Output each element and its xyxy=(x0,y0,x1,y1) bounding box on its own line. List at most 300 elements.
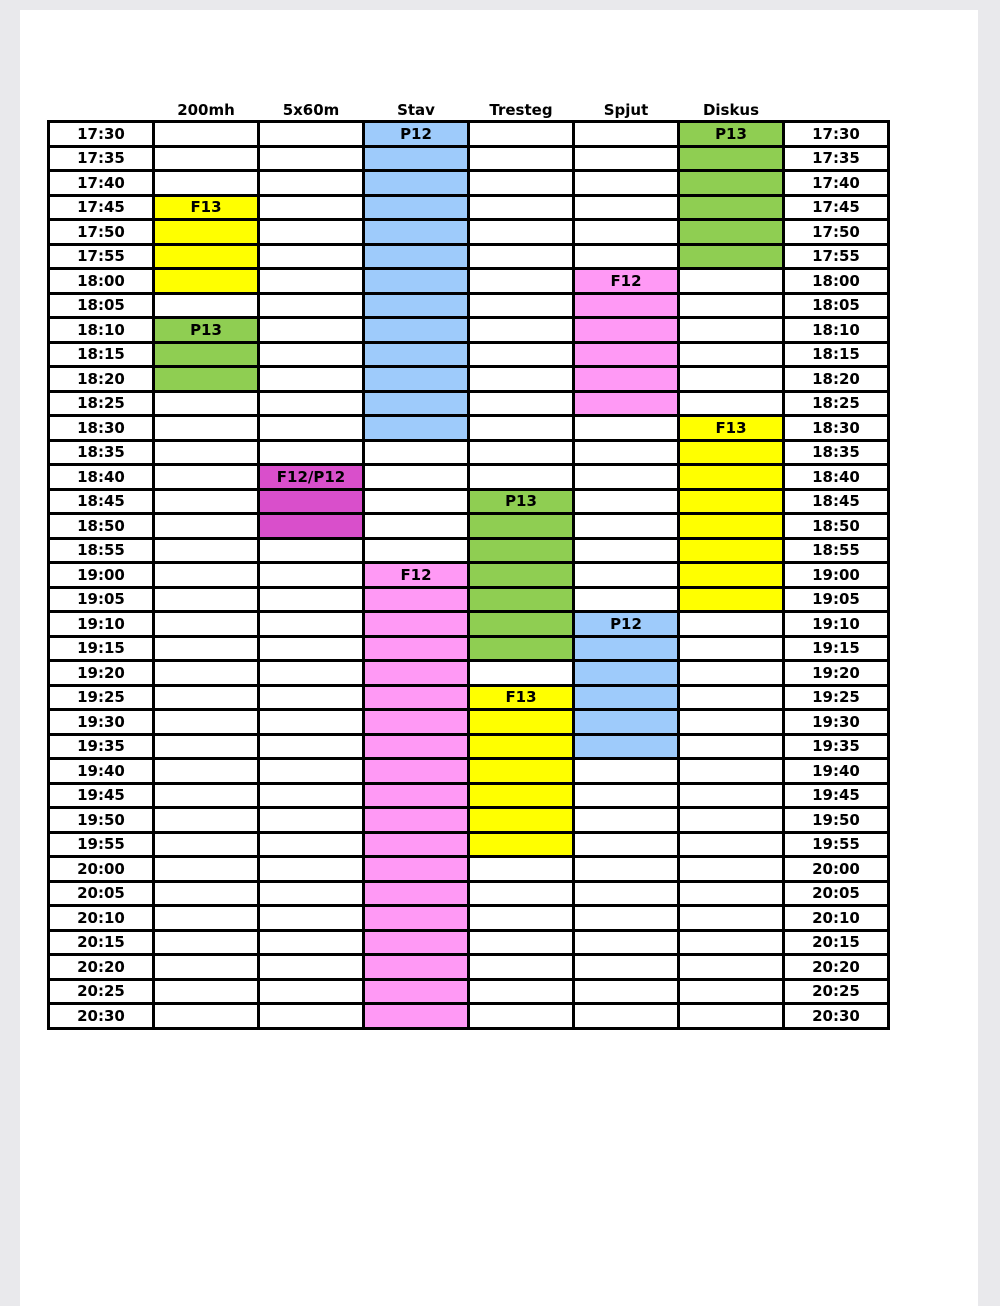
time-cell-left: 17:55 xyxy=(49,244,154,269)
time-cell-left: 20:25 xyxy=(49,979,154,1004)
slot-200mh xyxy=(154,734,259,759)
slot-diskus xyxy=(679,734,784,759)
slot-spjut xyxy=(574,293,679,318)
slot-diskus xyxy=(679,269,784,294)
slot-tresteg xyxy=(469,979,574,1004)
slot-5x60m xyxy=(259,122,364,147)
slot-tresteg xyxy=(469,832,574,857)
slot-spjut xyxy=(574,881,679,906)
slot-tresteg xyxy=(469,244,574,269)
slot-spjut xyxy=(574,195,679,220)
slot-stav xyxy=(364,342,469,367)
block-label-stav: F12 xyxy=(364,563,469,588)
slot-diskus xyxy=(679,857,784,882)
slot-tresteg xyxy=(469,146,574,171)
table-row xyxy=(49,244,889,269)
slot-stav xyxy=(364,146,469,171)
slot-200mh xyxy=(154,881,259,906)
slot-stav xyxy=(364,269,469,294)
slot-5x60m xyxy=(259,171,364,196)
slot-spjut xyxy=(574,636,679,661)
time-cell-right: 18:05 xyxy=(784,293,889,318)
header-spjut: Spjut xyxy=(603,101,649,119)
slot-spjut xyxy=(574,661,679,686)
slot-spjut xyxy=(574,538,679,563)
slot-5x60m xyxy=(259,587,364,612)
time-cell-right: 20:10 xyxy=(784,906,889,931)
table-row xyxy=(49,783,889,808)
slot-diskus xyxy=(679,685,784,710)
time-cell-left: 20:05 xyxy=(49,881,154,906)
time-cell-left: 18:20 xyxy=(49,367,154,392)
time-cell-right: 17:55 xyxy=(784,244,889,269)
time-cell-right: 20:05 xyxy=(784,881,889,906)
table-row xyxy=(49,122,889,147)
time-cell-right: 19:15 xyxy=(784,636,889,661)
slot-stav xyxy=(364,906,469,931)
table-row xyxy=(49,220,889,245)
slot-diskus xyxy=(679,636,784,661)
slot-diskus xyxy=(679,391,784,416)
slot-stav xyxy=(364,930,469,955)
time-cell-left: 17:50 xyxy=(49,220,154,245)
slot-tresteg xyxy=(469,367,574,392)
slot-spjut xyxy=(574,783,679,808)
time-cell-right: 18:55 xyxy=(784,538,889,563)
slot-diskus xyxy=(679,465,784,490)
slot-5x60m xyxy=(259,269,364,294)
table-row xyxy=(49,514,889,539)
block-label-200mh: F13 xyxy=(154,195,259,220)
slot-5x60m xyxy=(259,146,364,171)
table-row xyxy=(49,416,889,441)
slot-5x60m xyxy=(259,416,364,441)
slot-5x60m xyxy=(259,514,364,539)
time-cell-left: 18:45 xyxy=(49,489,154,514)
time-cell-left: 20:30 xyxy=(49,1004,154,1029)
slot-5x60m xyxy=(259,563,364,588)
slot-tresteg xyxy=(469,465,574,490)
slot-200mh xyxy=(154,514,259,539)
time-cell-left: 19:30 xyxy=(49,710,154,735)
slot-200mh xyxy=(154,367,259,392)
slot-200mh xyxy=(154,979,259,1004)
slot-5x60m xyxy=(259,244,364,269)
time-cell-left: 18:05 xyxy=(49,293,154,318)
time-cell-right: 18:40 xyxy=(784,465,889,490)
time-cell-right: 18:00 xyxy=(784,269,889,294)
slot-spjut xyxy=(574,342,679,367)
slot-200mh xyxy=(154,685,259,710)
table-row xyxy=(49,367,889,392)
time-cell-right: 19:50 xyxy=(784,808,889,833)
slot-diskus xyxy=(679,808,784,833)
table-row xyxy=(49,832,889,857)
slot-200mh xyxy=(154,440,259,465)
slot-stav xyxy=(364,685,469,710)
slot-tresteg xyxy=(469,514,574,539)
slot-5x60m xyxy=(259,808,364,833)
slot-spjut xyxy=(574,146,679,171)
time-cell-right: 17:40 xyxy=(784,171,889,196)
slot-tresteg xyxy=(469,906,574,931)
slot-stav xyxy=(364,857,469,882)
time-cell-left: 20:20 xyxy=(49,955,154,980)
slot-200mh xyxy=(154,1004,259,1029)
slot-diskus xyxy=(679,367,784,392)
table-row xyxy=(49,391,889,416)
slot-tresteg xyxy=(469,734,574,759)
slot-stav xyxy=(364,318,469,343)
slot-spjut xyxy=(574,808,679,833)
slot-stav xyxy=(364,195,469,220)
time-cell-left: 17:45 xyxy=(49,195,154,220)
time-cell-right: 19:35 xyxy=(784,734,889,759)
table-row xyxy=(49,587,889,612)
slot-5x60m xyxy=(259,930,364,955)
slot-200mh xyxy=(154,342,259,367)
slot-tresteg xyxy=(469,171,574,196)
time-cell-left: 18:30 xyxy=(49,416,154,441)
slot-5x60m xyxy=(259,734,364,759)
time-cell-right: 18:30 xyxy=(784,416,889,441)
slot-200mh xyxy=(154,146,259,171)
time-cell-left: 18:50 xyxy=(49,514,154,539)
slot-spjut xyxy=(574,367,679,392)
table-row xyxy=(49,857,889,882)
table-row xyxy=(49,759,889,784)
slot-spjut xyxy=(574,759,679,784)
table-row xyxy=(49,440,889,465)
slot-diskus xyxy=(679,661,784,686)
block-label-diskus: F13 xyxy=(679,416,784,441)
slot-tresteg xyxy=(469,587,574,612)
slot-5x60m xyxy=(259,636,364,661)
slot-spjut xyxy=(574,906,679,931)
header-time-left xyxy=(49,97,154,122)
slot-stav xyxy=(364,759,469,784)
time-cell-right: 20:20 xyxy=(784,955,889,980)
slot-stav xyxy=(364,1004,469,1029)
slot-spjut xyxy=(574,514,679,539)
block-label-tresteg: P13 xyxy=(469,489,574,514)
slot-5x60m xyxy=(259,440,364,465)
time-cell-right: 18:20 xyxy=(784,367,889,392)
slot-spjut xyxy=(574,489,679,514)
slot-spjut xyxy=(574,440,679,465)
slot-spjut xyxy=(574,734,679,759)
slot-5x60m xyxy=(259,783,364,808)
time-cell-right: 20:30 xyxy=(784,1004,889,1029)
slot-stav xyxy=(364,244,469,269)
table-row xyxy=(49,146,889,171)
slot-5x60m xyxy=(259,391,364,416)
slot-diskus xyxy=(679,906,784,931)
slot-stav xyxy=(364,587,469,612)
slot-200mh xyxy=(154,808,259,833)
slot-diskus xyxy=(679,171,784,196)
header-row xyxy=(49,97,889,122)
slot-stav xyxy=(364,391,469,416)
time-cell-left: 18:35 xyxy=(49,440,154,465)
slot-stav xyxy=(364,171,469,196)
time-cell-left: 19:15 xyxy=(49,636,154,661)
slot-tresteg xyxy=(469,416,574,441)
slot-tresteg xyxy=(469,661,574,686)
slot-stav xyxy=(364,783,469,808)
table-row xyxy=(49,269,889,294)
table-row xyxy=(49,293,889,318)
slot-5x60m xyxy=(259,318,364,343)
table-row xyxy=(49,1004,889,1029)
header-5x60m: 5x60m xyxy=(282,101,340,119)
slot-diskus xyxy=(679,955,784,980)
slot-200mh xyxy=(154,122,259,147)
time-cell-right: 17:45 xyxy=(784,195,889,220)
slot-tresteg xyxy=(469,955,574,980)
slot-diskus xyxy=(679,587,784,612)
table-row xyxy=(49,318,889,343)
slot-diskus xyxy=(679,979,784,1004)
slot-tresteg xyxy=(469,195,574,220)
time-cell-left: 18:00 xyxy=(49,269,154,294)
time-cell-right: 20:00 xyxy=(784,857,889,882)
slot-5x60m xyxy=(259,220,364,245)
slot-spjut xyxy=(574,391,679,416)
table-row xyxy=(49,661,889,686)
table-row xyxy=(49,489,889,514)
slot-200mh xyxy=(154,171,259,196)
slot-spjut xyxy=(574,244,679,269)
slot-diskus xyxy=(679,318,784,343)
slot-diskus xyxy=(679,220,784,245)
slot-spjut xyxy=(574,587,679,612)
time-cell-left: 18:55 xyxy=(49,538,154,563)
slot-diskus xyxy=(679,783,784,808)
slot-5x60m xyxy=(259,881,364,906)
slot-200mh xyxy=(154,661,259,686)
time-cell-right: 18:35 xyxy=(784,440,889,465)
slot-5x60m xyxy=(259,293,364,318)
slot-spjut xyxy=(574,416,679,441)
slot-stav xyxy=(364,612,469,637)
slot-spjut xyxy=(574,171,679,196)
time-cell-left: 19:20 xyxy=(49,661,154,686)
document-page xyxy=(20,10,978,1306)
slot-tresteg xyxy=(469,220,574,245)
time-cell-left: 17:30 xyxy=(49,122,154,147)
slot-stav xyxy=(364,832,469,857)
slot-diskus xyxy=(679,440,784,465)
table-row xyxy=(49,881,889,906)
slot-200mh xyxy=(154,783,259,808)
slot-5x60m xyxy=(259,661,364,686)
schedule-table xyxy=(47,97,890,1030)
table-row xyxy=(49,563,889,588)
table-row xyxy=(49,465,889,490)
time-cell-right: 19:00 xyxy=(784,563,889,588)
slot-spjut xyxy=(574,979,679,1004)
table-row xyxy=(49,636,889,661)
table-row xyxy=(49,538,889,563)
slot-200mh xyxy=(154,220,259,245)
time-cell-left: 17:35 xyxy=(49,146,154,171)
slot-spjut xyxy=(574,832,679,857)
slot-stav xyxy=(364,293,469,318)
time-cell-right: 19:20 xyxy=(784,661,889,686)
block-label-spjut: F12 xyxy=(574,269,679,294)
block-label-stav: P12 xyxy=(364,122,469,147)
time-cell-right: 19:55 xyxy=(784,832,889,857)
slot-diskus xyxy=(679,563,784,588)
slot-stav xyxy=(364,416,469,441)
slot-stav xyxy=(364,955,469,980)
slot-diskus xyxy=(679,538,784,563)
header-tresteg: Tresteg xyxy=(489,101,553,119)
header-stav: Stav xyxy=(397,101,435,119)
slot-200mh xyxy=(154,489,259,514)
slot-stav xyxy=(364,220,469,245)
table-row xyxy=(49,342,889,367)
slot-tresteg xyxy=(469,857,574,882)
slot-5x60m xyxy=(259,759,364,784)
slot-tresteg xyxy=(469,269,574,294)
time-cell-right: 19:25 xyxy=(784,685,889,710)
slot-tresteg xyxy=(469,293,574,318)
time-cell-left: 19:35 xyxy=(49,734,154,759)
slot-tresteg xyxy=(469,318,574,343)
slot-spjut xyxy=(574,710,679,735)
time-cell-left: 18:40 xyxy=(49,465,154,490)
slot-5x60m xyxy=(259,342,364,367)
slot-200mh xyxy=(154,832,259,857)
slot-spjut xyxy=(574,955,679,980)
slot-diskus xyxy=(679,612,784,637)
slot-tresteg xyxy=(469,563,574,588)
time-cell-left: 18:10 xyxy=(49,318,154,343)
slot-spjut xyxy=(574,1004,679,1029)
slot-5x60m xyxy=(259,685,364,710)
slot-tresteg xyxy=(469,612,574,637)
time-cell-right: 17:35 xyxy=(784,146,889,171)
time-cell-right: 18:15 xyxy=(784,342,889,367)
slot-5x60m xyxy=(259,612,364,637)
slot-spjut xyxy=(574,857,679,882)
slot-200mh xyxy=(154,612,259,637)
time-cell-left: 19:05 xyxy=(49,587,154,612)
slot-diskus xyxy=(679,881,784,906)
slot-spjut xyxy=(574,465,679,490)
slot-200mh xyxy=(154,955,259,980)
table-row xyxy=(49,710,889,735)
table-row xyxy=(49,195,889,220)
slot-200mh xyxy=(154,930,259,955)
slot-diskus xyxy=(679,759,784,784)
slot-5x60m xyxy=(259,857,364,882)
table-row xyxy=(49,734,889,759)
time-cell-right: 18:10 xyxy=(784,318,889,343)
block-label-diskus: P13 xyxy=(679,122,784,147)
time-cell-left: 19:00 xyxy=(49,563,154,588)
slot-tresteg xyxy=(469,391,574,416)
slot-diskus xyxy=(679,930,784,955)
slot-tresteg xyxy=(469,1004,574,1029)
slot-tresteg xyxy=(469,636,574,661)
slot-stav xyxy=(364,538,469,563)
table-row xyxy=(49,808,889,833)
slot-diskus xyxy=(679,244,784,269)
slot-diskus xyxy=(679,342,784,367)
table-row xyxy=(49,612,889,637)
slot-200mh xyxy=(154,563,259,588)
slot-spjut xyxy=(574,318,679,343)
slot-stav xyxy=(364,465,469,490)
slot-tresteg xyxy=(469,759,574,784)
slot-5x60m xyxy=(259,979,364,1004)
time-cell-right: 20:15 xyxy=(784,930,889,955)
table-row xyxy=(49,955,889,980)
slot-200mh xyxy=(154,269,259,294)
time-cell-right: 19:30 xyxy=(784,710,889,735)
time-cell-right: 17:50 xyxy=(784,220,889,245)
slot-200mh xyxy=(154,538,259,563)
block-label-5x60m: F12/P12 xyxy=(259,465,364,490)
slot-stav xyxy=(364,808,469,833)
time-cell-right: 17:30 xyxy=(784,122,889,147)
time-cell-right: 18:45 xyxy=(784,489,889,514)
slot-stav xyxy=(364,979,469,1004)
slot-spjut xyxy=(574,685,679,710)
block-label-tresteg: F13 xyxy=(469,685,574,710)
slot-5x60m xyxy=(259,195,364,220)
slot-200mh xyxy=(154,465,259,490)
slot-stav xyxy=(364,881,469,906)
slot-diskus xyxy=(679,195,784,220)
table-row xyxy=(49,906,889,931)
slot-tresteg xyxy=(469,710,574,735)
slot-tresteg xyxy=(469,808,574,833)
slot-spjut xyxy=(574,930,679,955)
time-cell-left: 17:40 xyxy=(49,171,154,196)
slot-stav xyxy=(364,710,469,735)
slot-diskus xyxy=(679,489,784,514)
time-cell-left: 18:25 xyxy=(49,391,154,416)
slot-tresteg xyxy=(469,930,574,955)
time-cell-left: 19:55 xyxy=(49,832,154,857)
slot-5x60m xyxy=(259,955,364,980)
slot-200mh xyxy=(154,710,259,735)
time-cell-right: 18:25 xyxy=(784,391,889,416)
slot-200mh xyxy=(154,759,259,784)
table-row xyxy=(49,930,889,955)
slot-200mh xyxy=(154,244,259,269)
time-cell-left: 19:25 xyxy=(49,685,154,710)
slot-diskus xyxy=(679,293,784,318)
header-diskus: Diskus xyxy=(702,101,760,119)
slot-tresteg xyxy=(469,783,574,808)
slot-5x60m xyxy=(259,1004,364,1029)
slot-stav xyxy=(364,514,469,539)
slot-tresteg xyxy=(469,881,574,906)
schedule-body xyxy=(49,122,889,1029)
slot-tresteg xyxy=(469,342,574,367)
slot-200mh xyxy=(154,587,259,612)
slot-spjut xyxy=(574,563,679,588)
time-cell-right: 19:05 xyxy=(784,587,889,612)
time-cell-left: 20:00 xyxy=(49,857,154,882)
slot-stav xyxy=(364,734,469,759)
slot-200mh xyxy=(154,416,259,441)
